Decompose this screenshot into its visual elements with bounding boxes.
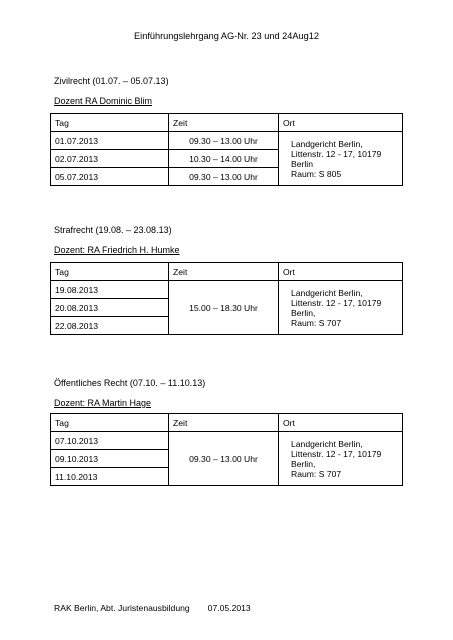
page-footer — [54, 603, 251, 613]
ort-cell — [279, 432, 403, 486]
table-header-row — [51, 263, 403, 281]
zeit-cell: 10.30 – 14.00 Uhr — [169, 150, 279, 168]
footer-org: RAK Berlin, Abt. Juristenausbildung — [54, 603, 190, 613]
table-row — [51, 432, 403, 450]
tag-cell: 05.07.2013 — [51, 168, 169, 186]
tag-cell: 02.07.2013 — [51, 150, 169, 168]
section-heading-zivilrecht: Zivilrecht (01.07. – 05.07.13) — [54, 76, 169, 86]
zeit-cell: 15.00 – 18.30 Uhr — [169, 281, 279, 335]
tag-cell: 07.10.2013 — [51, 432, 169, 450]
zeit-cell: 09.30 – 13.00 Uhr — [169, 432, 279, 486]
col-header-tag: Tag — [51, 114, 169, 132]
schedule-table-oeffentliches-recht — [50, 413, 403, 486]
table-header-row — [51, 114, 403, 132]
ort-line: Littenstr. 12 - 17, 10179 Berlin, — [291, 448, 382, 469]
ort-cell — [279, 132, 403, 186]
tag-cell: 20.08.2013 — [51, 299, 169, 317]
ort-line: Raum: S 805 — [291, 168, 342, 179]
col-header-tag: Tag — [51, 414, 169, 432]
table-row — [51, 132, 403, 150]
ort-line: Littenstr. 12 - 17, 10179 Berlin — [291, 148, 382, 169]
ort-line: Raum: S 707 — [291, 468, 342, 479]
tag-cell: 11.10.2013 — [51, 468, 169, 486]
zeit-cell: 09.30 – 13.00 Uhr — [169, 132, 279, 150]
ort-line: Littenstr. 12 - 17, 10179 Berlin, — [291, 297, 382, 318]
col-header-zeit: Zeit — [169, 414, 279, 432]
section-heading-oeffentliches-recht: Öffentliches Recht (07.10. – 11.10.13) — [54, 378, 206, 388]
schedule-table-strafrecht — [50, 262, 403, 335]
ort-line: Landgericht Berlin, — [291, 287, 363, 298]
dozent-strafrecht: Dozent: RA Friedrich H. Humke — [54, 245, 180, 255]
schedule-table-zivilrecht — [50, 113, 403, 186]
col-header-ort: Ort — [279, 414, 403, 432]
table-header-row — [51, 414, 403, 432]
page-title: Einführungslehrgang AG-Nr. 23 und 24Aug12 — [134, 31, 319, 41]
col-header-ort: Ort — [279, 263, 403, 281]
footer-date: 07.05.2013 — [207, 603, 251, 613]
dozent-zivilrecht: Dozent RA Dominic Blim — [54, 96, 153, 106]
col-header-tag: Tag — [51, 263, 169, 281]
ort-line: Landgericht Berlin, — [291, 138, 363, 149]
table-row — [51, 281, 403, 299]
zeit-cell: 09.30 – 13.00 Uhr — [169, 168, 279, 186]
dozent-oeffentliches-recht: Dozent: RA Martin Hage — [54, 398, 152, 408]
col-header-zeit: Zeit — [169, 114, 279, 132]
col-header-ort: Ort — [279, 114, 403, 132]
ort-line: Raum: S 707 — [291, 317, 342, 328]
tag-cell: 19.08.2013 — [51, 281, 169, 299]
tag-cell: 01.07.2013 — [51, 132, 169, 150]
tag-cell: 22.08.2013 — [51, 317, 169, 335]
ort-cell — [279, 281, 403, 335]
section-heading-strafrecht: Strafrecht (19.08. – 23.08.13) — [54, 225, 172, 235]
col-header-zeit: Zeit — [169, 263, 279, 281]
tag-cell: 09.10.2013 — [51, 450, 169, 468]
ort-line: Landgericht Berlin, — [291, 438, 363, 449]
